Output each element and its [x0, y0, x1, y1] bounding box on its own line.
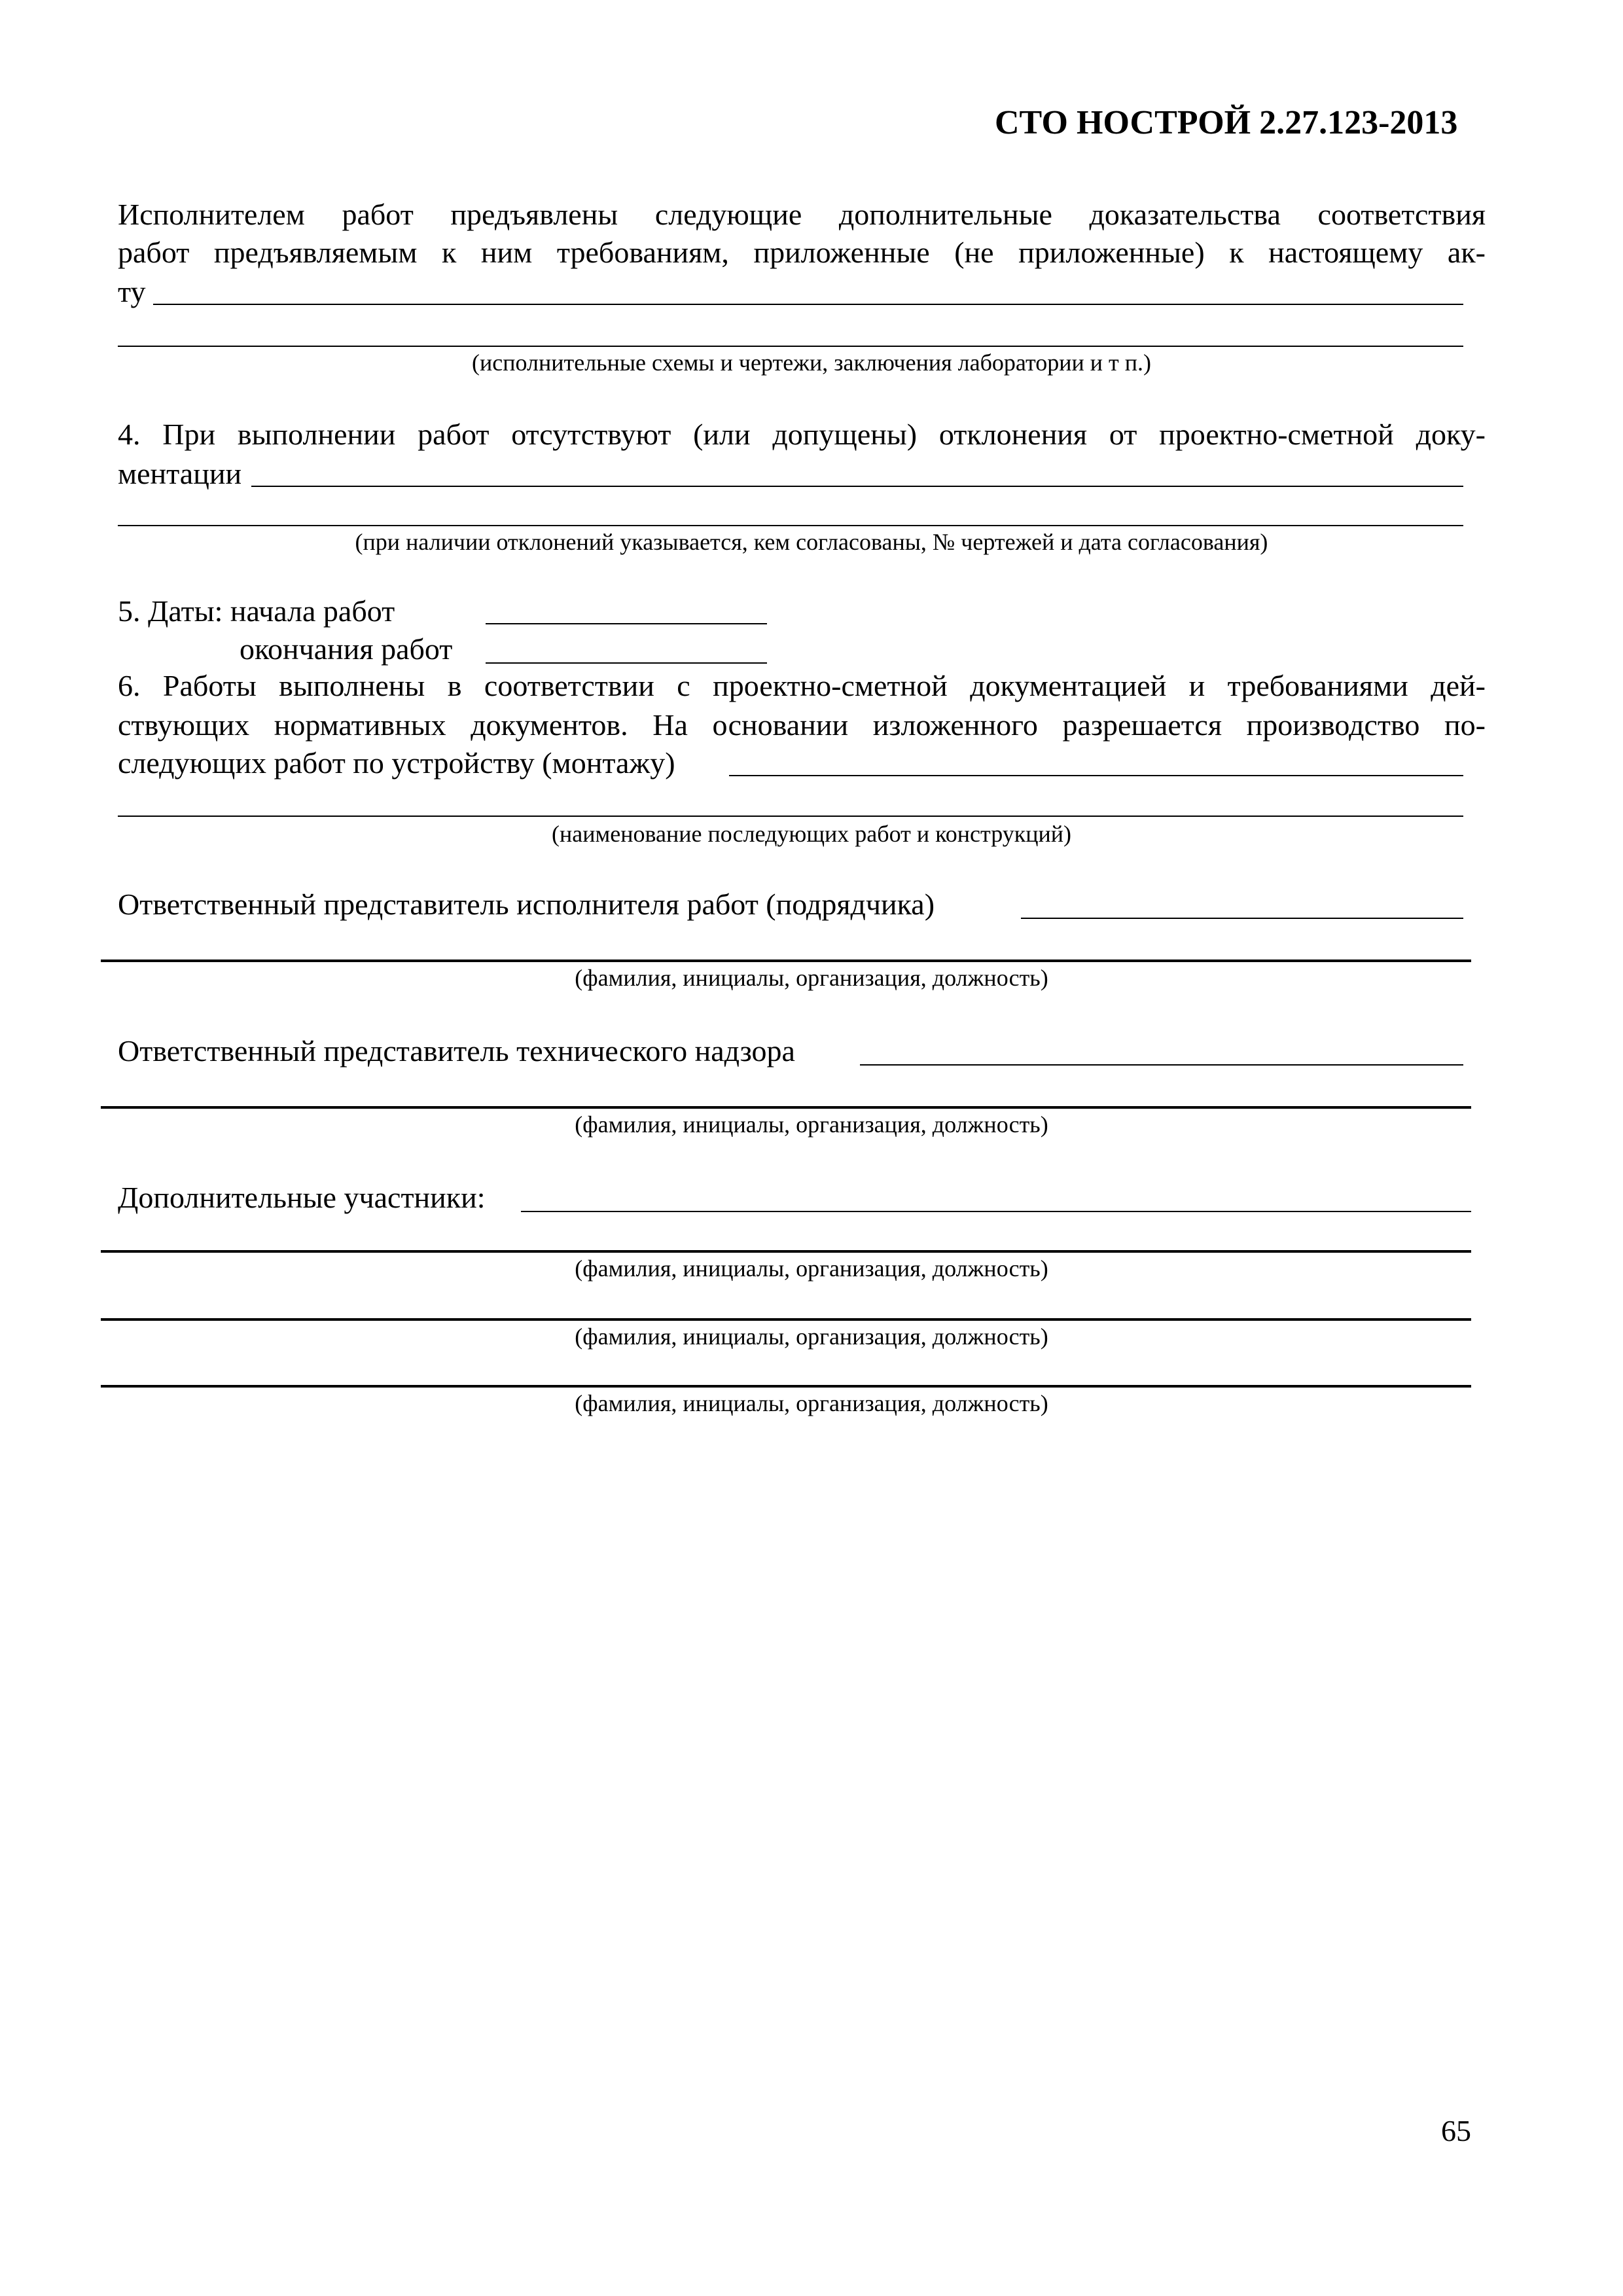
section4-line-1: 4. При выполнении работ отсутствуют (или допущены) отклонения от проектно-сметной доку-: [118, 418, 1486, 451]
section4-fill-line-2: [118, 525, 1463, 526]
section5-end-label: окончания работ: [240, 632, 453, 666]
section4-line-2: ментации: [118, 457, 242, 490]
section4-fill-line-1: [251, 486, 1463, 487]
start-date-field[interactable]: [486, 623, 767, 624]
evidence-fill-line-2: [118, 346, 1463, 347]
end-date-field[interactable]: [486, 662, 767, 664]
evidence-fill-line-1: [153, 304, 1463, 305]
section6-fill-line-2: [118, 816, 1463, 817]
participant-2-caption: (фамилия, инициалы, организация, должность): [575, 1323, 1048, 1350]
additional-participants-label: Дополнительные участники:: [118, 1181, 486, 1214]
evidence-caption: (исполнительные схемы и чертежи, заключения лаборатории и т п.): [471, 350, 1152, 376]
evidence-line-3: ту: [118, 275, 146, 308]
section5-start-label: 5. Даты: начала работ: [118, 594, 395, 628]
section6-caption: (наименование последующих работ и конструкций): [551, 821, 1072, 847]
contractor-rep-signature-line[interactable]: [101, 960, 1471, 962]
participant-3-signature-line[interactable]: [101, 1385, 1471, 1388]
evidence-line-2: работ предъявляемым к ним требованиям, приложенные (не приложенные) к настоящему ак-: [118, 236, 1486, 269]
section6-fill-line-1: [729, 775, 1463, 776]
additional-participants-fill-line[interactable]: [521, 1211, 1471, 1212]
document-code: СТО НОСТРОЙ 2.27.123-2013: [995, 104, 1458, 141]
tech-supervision-rep-label: Ответственный представитель технического надзора: [118, 1034, 795, 1067]
participant-3-caption: (фамилия, инициалы, организация, должность): [575, 1390, 1048, 1416]
participant-1-signature-line[interactable]: [101, 1250, 1471, 1253]
section6-line-2: ствующих нормативных документов. На основании изложенного разрешается производство по-: [118, 708, 1486, 742]
section6-line-3: следующих работ по устройству (монтажу): [118, 746, 675, 780]
evidence-line-1: Исполнителем работ предъявлены следующие дополнительные доказательства соответствия: [118, 198, 1486, 231]
section6-line-1: 6. Работы выполнены в соответствии с проектно-сметной документацией и требованиями дей-: [118, 669, 1486, 702]
section4-caption: (при наличии отклонений указывается, кем согласованы, № чертежей и дата согласования): [355, 529, 1268, 555]
participant-2-signature-line[interactable]: [101, 1318, 1471, 1321]
tech-supervision-rep-signature-line[interactable]: [101, 1106, 1471, 1109]
tech-supervision-rep-fill-line[interactable]: [860, 1064, 1463, 1066]
page-number: 65: [1441, 2114, 1471, 2147]
participant-1-caption: (фамилия, инициалы, организация, должность): [575, 1255, 1048, 1282]
tech-supervision-rep-caption: (фамилия, инициалы, организация, должность): [575, 1111, 1048, 1138]
contractor-rep-caption: (фамилия, инициалы, организация, должность): [575, 965, 1048, 991]
contractor-rep-fill-line[interactable]: [1021, 918, 1463, 919]
contractor-rep-label: Ответственный представитель исполнителя работ (подрядчика): [118, 888, 935, 921]
